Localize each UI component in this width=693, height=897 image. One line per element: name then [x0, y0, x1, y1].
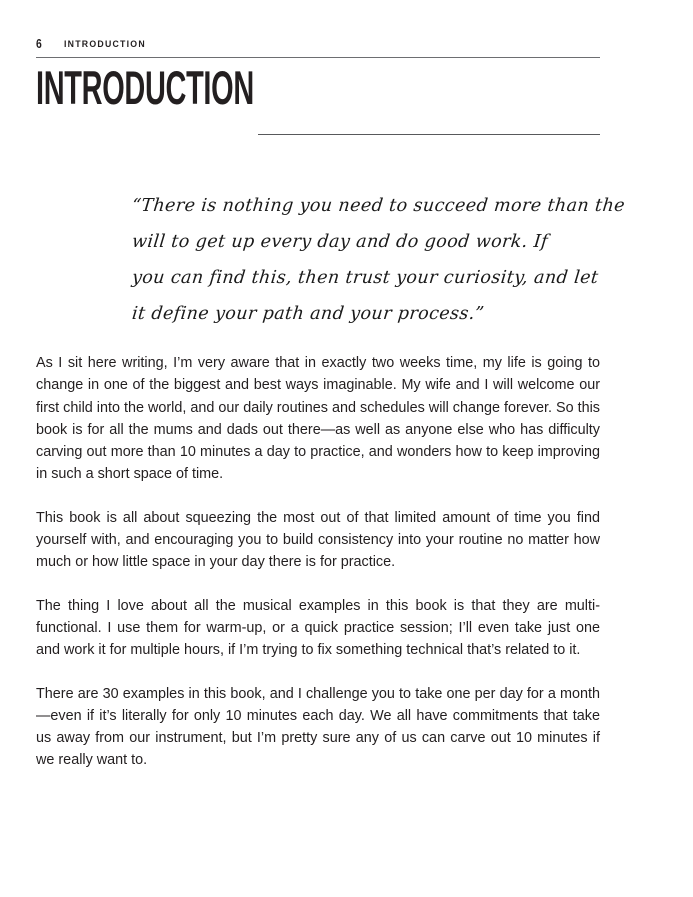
pull-quote-line: it define your path and your process.” — [130, 303, 486, 325]
body-paragraph: The thing I love about all the musical examples in this book is that they are multi-functional. I use them for warm-up, or a quick practice session; I’ll even take just one and work it for multiple hours, if I’m trying to fix something technical that’s related to it. — [36, 597, 600, 659]
title-decorative-rule — [258, 134, 600, 135]
running-header-title: INTRODUCTION — [64, 39, 146, 50]
body-paragraph: This book is all about squeezing the most out of that limited amount of time you find yourself with, and encouraging you to build consistency into your routine no matter how much or how little space in your day there is for practice. — [36, 509, 600, 571]
pull-quote-line: “There is nothing you need to succeed more than the — [130, 195, 627, 217]
page-number: 6 — [36, 36, 42, 51]
body-paragraph: As I sit here writing, I’m very aware that in exactly two weeks time, my life is going to change in one of the biggest and best ways imaginable. My wife and I will welcome our first child into the world, and our daily routines and schedules will change forever. So this book is for all the mums and dads out there—as well as anyone else who has difficulty carving out more than 10 minutes a day to practice, and wonders how to keep improving in such a short space of time. — [36, 355, 600, 483]
running-header — [36, 36, 600, 58]
body-paragraph: There are 30 examples in this book, and I challenge you to take one per day for a month—even if it’s literally for only 10 minutes each day. We all have commitments that take us away from our instrument, but I’m pretty sure any of us can carve out 10 minutes if we really want to. — [36, 685, 600, 769]
body-copy — [36, 352, 600, 772]
header-divider-rule — [36, 57, 600, 58]
pull-quote — [130, 188, 627, 332]
chapter-title-row — [36, 60, 600, 139]
pull-quote-line: you can find this, then trust your curiosity, and let — [130, 267, 600, 289]
pull-quote-line: will to get up every day and do good work. If — [130, 231, 550, 253]
page-title: INTRODUCTION — [36, 60, 254, 114]
